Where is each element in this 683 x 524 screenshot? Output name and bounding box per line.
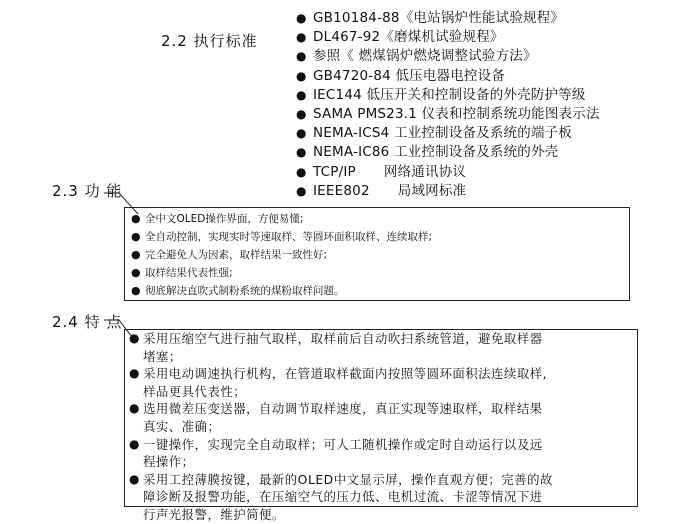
bullet-icon: ●	[131, 230, 141, 243]
feature-text: 堵塞；	[143, 348, 182, 364]
list-item	[129, 365, 637, 383]
standard-title: 《磨煤机试验规程》	[380, 29, 504, 46]
bullet-icon: ●	[129, 401, 140, 416]
bullet-icon: ●	[129, 366, 140, 381]
standard-code: 参照	[313, 48, 341, 65]
bullet-icon: ●	[131, 266, 141, 279]
function-text: 完全避免人为因素，取样结果一致性好;	[145, 249, 328, 261]
list-item	[131, 264, 629, 282]
list-item	[131, 228, 629, 246]
feature-text: 采用电动调速执行机构，在管道取样截面内按照等圆环面积法连续取样,	[143, 366, 548, 382]
standard-title: 低压开关和控制设备的外壳防护等级	[366, 86, 586, 103]
list-item	[129, 436, 637, 454]
list-item	[129, 330, 637, 348]
list-item-continuation	[129, 453, 637, 471]
standard-title: 《电站锅炉性能试验规程》	[399, 10, 565, 26]
list-item-continuation	[129, 488, 637, 506]
list-item-continuation	[129, 418, 637, 436]
standard-code: IEC144	[313, 86, 362, 103]
section-2-3-heading: 2.3 功 能	[52, 182, 123, 200]
list-item-continuation	[129, 506, 637, 524]
feature-text: 真实、准确；	[143, 418, 221, 434]
bullet-icon: ●	[131, 284, 141, 297]
list-item	[131, 210, 629, 228]
list-item-continuation	[129, 348, 637, 366]
feature-text: 采用工控薄膜按键，最新的OLED中文显示屏，操作直观方便；完善的故	[143, 471, 553, 487]
list-item-continuation	[129, 383, 637, 401]
bullet-icon: ●	[129, 471, 140, 486]
bullet-icon: ●	[296, 11, 307, 25]
standard-code: SAMA PMS23.1	[313, 105, 418, 122]
bullet-icon: ●	[129, 331, 140, 345]
bullet-icon: ●	[296, 183, 307, 198]
standard-code: NEMA-IC86	[313, 144, 390, 161]
bullet-icon: ●	[296, 145, 307, 160]
standard-code: TCP/IP	[313, 163, 356, 180]
bullet-icon: ●	[131, 248, 141, 261]
section-2-4-heading: 2.4 特 点	[52, 313, 123, 331]
feature-text: 行声光报警，维护简便。	[143, 506, 285, 522]
features-box	[124, 329, 638, 522]
bullet-icon: ●	[296, 49, 307, 64]
feature-text: 一键操作，实现完全自动取样；可人工随机操作或定时自动运行以及远	[143, 436, 543, 452]
list-item	[129, 400, 637, 418]
bullet-icon: ●	[296, 30, 307, 45]
bullet-icon: ●	[131, 212, 141, 225]
bullet-icon: ●	[296, 126, 307, 141]
function-text: 取样结果代表性强;	[145, 267, 233, 279]
feature-text: 样品更具代表性；	[143, 383, 247, 399]
standard-title: 局域网标准	[397, 182, 467, 199]
function-text: 彻底解决直吹式制粉系统的煤粉取样问题。	[145, 285, 345, 297]
standard-code: IEEE802	[313, 182, 370, 199]
standard-code: NEMA-ICS4	[313, 125, 390, 142]
standard-title: 网络通讯协议	[383, 163, 467, 180]
standard-code: GB4720-84	[313, 67, 391, 84]
list-item	[131, 246, 629, 264]
bullet-icon: ●	[296, 106, 307, 121]
section-2-2-heading: 2.2 执行标准	[161, 32, 258, 50]
standard-code: GB10184-88	[313, 10, 400, 26]
list-item	[131, 282, 629, 300]
standard-title: 低压电器电控设备	[395, 67, 506, 84]
standard-title: 工业控制设备及系统的外壳	[393, 144, 559, 161]
function-text: 全自动控制，实现实时等速取样、等圆环面积取样、连续取样;	[145, 231, 433, 243]
bullet-icon: ●	[296, 68, 307, 83]
list-item	[129, 471, 637, 489]
feature-text: 采用压缩空气进行抽气取样，取样前后自动吹扫系统管道，避免取样器	[143, 331, 543, 346]
bullet-icon: ●	[129, 436, 140, 451]
bullet-icon: ●	[296, 87, 307, 102]
feature-text: 障诊断及报警功能，在压缩空气的压力低、电机过流、卡涩等情况下进	[143, 489, 543, 505]
function-text: 全中文OLED操作界面，方便易懂;	[145, 213, 304, 225]
functions-box	[124, 207, 630, 301]
standard-title: 《 燃煤锅炉燃烧调整试验方法》	[340, 48, 537, 65]
feature-text: 选用微差压变送器，自动调节取样速度，真正实现等速取样，取样结果	[143, 401, 543, 417]
standard-code: DL467-92	[313, 29, 381, 46]
standard-title: 仪表和控制系统功能图表示法	[421, 105, 600, 122]
feature-text: 程操作；	[143, 454, 195, 470]
standard-title: 工业控制设备及系统的端子板	[393, 125, 573, 142]
bullet-icon: ●	[296, 164, 307, 179]
